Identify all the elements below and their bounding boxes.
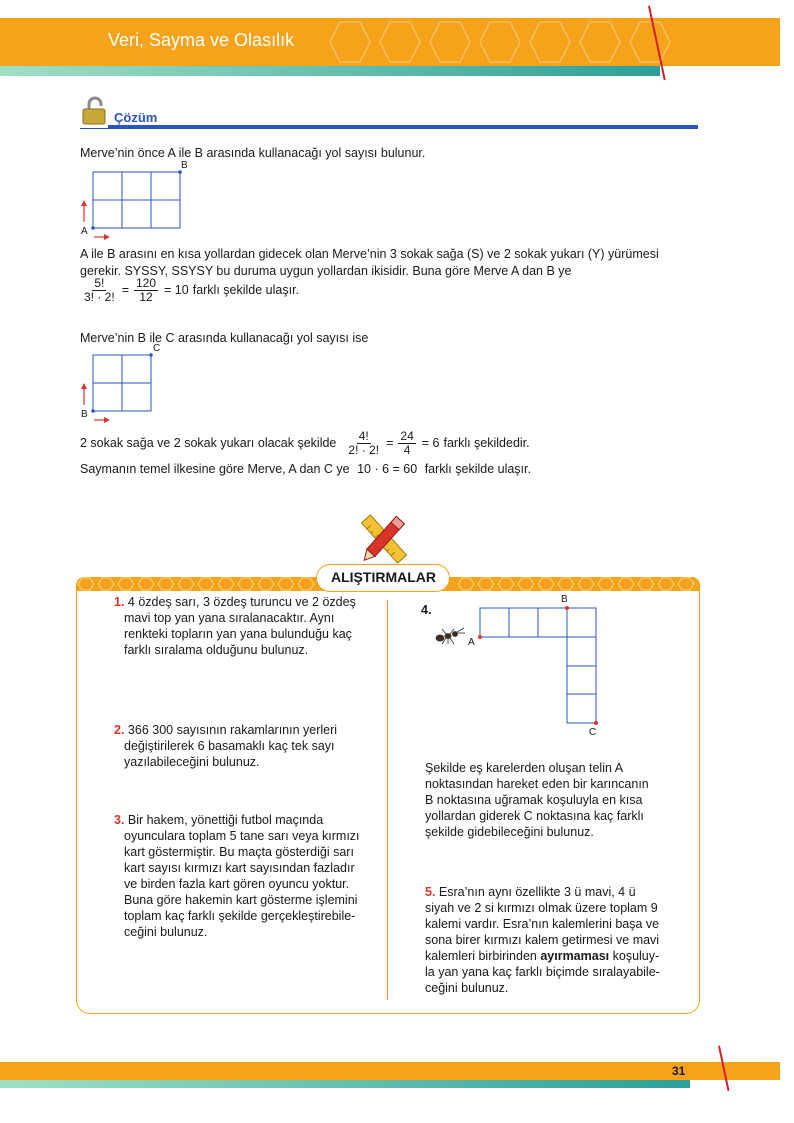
exercise-text-line: Şekilde eş karelerden oluşan telin A [425, 761, 624, 775]
footer-teal-strip [0, 1080, 690, 1088]
exercise-text-line: la yan yana kaç farklı biçimde sıralayabile- [425, 965, 660, 979]
solution-heading-rule-thin [80, 128, 698, 129]
exercise-text-line: Esra’nın aynı özellikte 3 ü mavi, 4 ü [438, 885, 636, 899]
exercise-text-line: kalemi vardır. Esra’nın kalemlerini başa ve [425, 917, 660, 931]
fraction [346, 430, 381, 457]
exercise-text-line: ceğini bulunuz. [425, 981, 509, 995]
result-value: = 10 [164, 283, 189, 297]
text-fragment: kalemleri birbirinden [425, 949, 541, 963]
calc-tail-text: farklı şekildedir. [443, 436, 530, 450]
fraction-denominator: 3! · 2! [84, 290, 115, 304]
exercise-text-line: farklı sıralama olduğunu bulunuz. [124, 643, 309, 657]
solution-paragraph-1: Merve’nin önce A ile B arasında kullanacağı yol sayısı bulunur. [80, 146, 426, 160]
exercise-number: 1. [114, 595, 125, 609]
exercise-2 [114, 722, 376, 770]
exercise-text-line: sona birer kırmızı kalem getirmesi ve mavi [425, 933, 660, 947]
exercise-4-label-a: A [468, 637, 475, 648]
solution-paragraph-2-line1: A ile B arasını en kısa yollardan gidecek olan Merve’nin 3 sokak sağa (S) ve 2 sokak yukarı (Y) yürümesi [80, 247, 659, 261]
p4-lead: Saymanın temel ilkesine göre Merve, A dan C ye [80, 462, 350, 476]
exercise-text-line [425, 948, 693, 964]
p4-tail: farklı şekilde ulaşır. [424, 462, 531, 476]
exercise-4-label-b: B [561, 594, 568, 605]
fraction-numerator: 120 [136, 276, 157, 290]
exercise-text-line: kart sayısı kırmızı kart sayısından fazladır [124, 861, 355, 875]
fraction-denominator: 4 [403, 443, 411, 457]
exercise-title: ALIŞTIRMALAR [331, 569, 436, 585]
exercise-text-line: kart göstermiştir. Bu maçta gösterdiği sarı [124, 845, 354, 859]
exercise-text-line: 366 300 sayısının rakamlarının yerleri [127, 723, 338, 737]
exercise-text-line: oyunculara toplam 5 tane sarı veya kırmızı [124, 829, 360, 843]
fraction [398, 430, 415, 457]
solution-heading: Çözüm [114, 110, 158, 125]
exercise-text-line: B noktasına uğramak koşuluyla en kısa [425, 793, 643, 807]
grid-b-to-c [78, 343, 168, 425]
grid1-label-a: A [81, 226, 88, 237]
ant-icon [436, 628, 465, 644]
exercise-text-line: mavi top yan yana sıralanacaktır. Aynı [124, 611, 335, 625]
exercise-text-line: değiştirilerek 6 basamaklı kaç tek sayı [124, 739, 335, 753]
exercise-text-line: renkteki topların yan yana bulunduğu kaç [124, 627, 352, 641]
exercise-3 [114, 812, 382, 940]
grid2-label-b: B [81, 409, 88, 420]
solution-calc-2 [80, 430, 530, 457]
exercise-column-divider [387, 600, 388, 1000]
page-header-title: Veri, Sayma ve Olasılık [108, 30, 295, 50]
exercise-number: 4. [421, 603, 432, 617]
solution-paragraph-2-line2: gerekir. SYSSY, SSYSY bu duruma uygun yollardan ikisidir. Buna göre Merve A dan B ye [80, 264, 572, 278]
grid1-label-b: B [181, 160, 188, 171]
exercise-5 [425, 884, 693, 996]
exercise-text-line: noktasından hareket eden bir karıncanın [425, 777, 649, 791]
exercise-text-line: yollardan giderek C noktasına kaç farklı [425, 809, 644, 823]
header-teal-strip [0, 66, 660, 76]
fraction-numerator: 24 [400, 429, 414, 443]
lock-icon [80, 96, 110, 131]
result-value: = 6 [421, 436, 440, 450]
fraction [82, 277, 117, 304]
exercise-text-line: siyah ve 2 si kırmızı olmak üzere toplam 9 [425, 901, 658, 915]
page-number: 31 [672, 1064, 686, 1078]
grid2-label-c: C [153, 343, 161, 354]
exercise-4-text [425, 760, 693, 840]
exercise-number: 5. [425, 885, 436, 899]
exercise-text-line: Bir hakem, yönettiği futbol maçında [127, 813, 324, 827]
exercise-number: 2. [114, 723, 125, 737]
emphasized-word: ayırmaması [540, 949, 610, 963]
grid-a-to-b [78, 160, 198, 242]
footer-band [0, 1062, 780, 1080]
exercise-text-line: Buna göre hakemin kart gösterme işlemini [124, 893, 358, 907]
fraction [134, 277, 158, 304]
exercise-number: 3. [114, 813, 125, 827]
solution-paragraph-4 [80, 461, 531, 478]
fraction-numerator: 4! [358, 429, 369, 443]
exercise-text-line: yazılabileceğini bulunuz. [124, 755, 260, 769]
exercise-text-line: 4 özdeş sarı, 3 özdeş turuncu ve 2 özdeş [127, 595, 356, 609]
fraction-denominator: 2! · 2! [348, 443, 380, 457]
exercise-1 [114, 594, 376, 658]
equals-sign: = [386, 436, 394, 450]
exercise-text-line: toplam kaç farklı şekilde gerçekleştirebile- [124, 909, 356, 923]
solution-calc-1 [80, 277, 299, 304]
solution-paragraph-3: Merve’nin B ile C arasında kullanacağı yol sayısı ise [80, 331, 369, 345]
fraction-denominator: 12 [139, 290, 153, 304]
equals-sign: = [121, 283, 129, 297]
exercise-4-figure [432, 596, 612, 736]
exercise-4-label-c: C [589, 727, 597, 738]
calc-tail-text: farklı şekilde ulaşır. [192, 283, 300, 297]
exercise-text-line: şekilde gidebileceğini bulunuz. [425, 825, 594, 839]
text-fragment: koşuluy- [609, 949, 660, 963]
p4-expression: 10 · 6 = 60 [357, 462, 418, 476]
fraction-numerator: 5! [94, 276, 105, 290]
exercise-text-line: ceğini bulunuz. [124, 925, 208, 939]
exercise-text-line: ve birden fazla kart gören oyuncu yoktur. [124, 877, 350, 891]
calc-lead-text: 2 sokak sağa ve 2 sokak yukarı olacak şekilde [80, 436, 337, 450]
header-hex-pattern [330, 18, 690, 66]
